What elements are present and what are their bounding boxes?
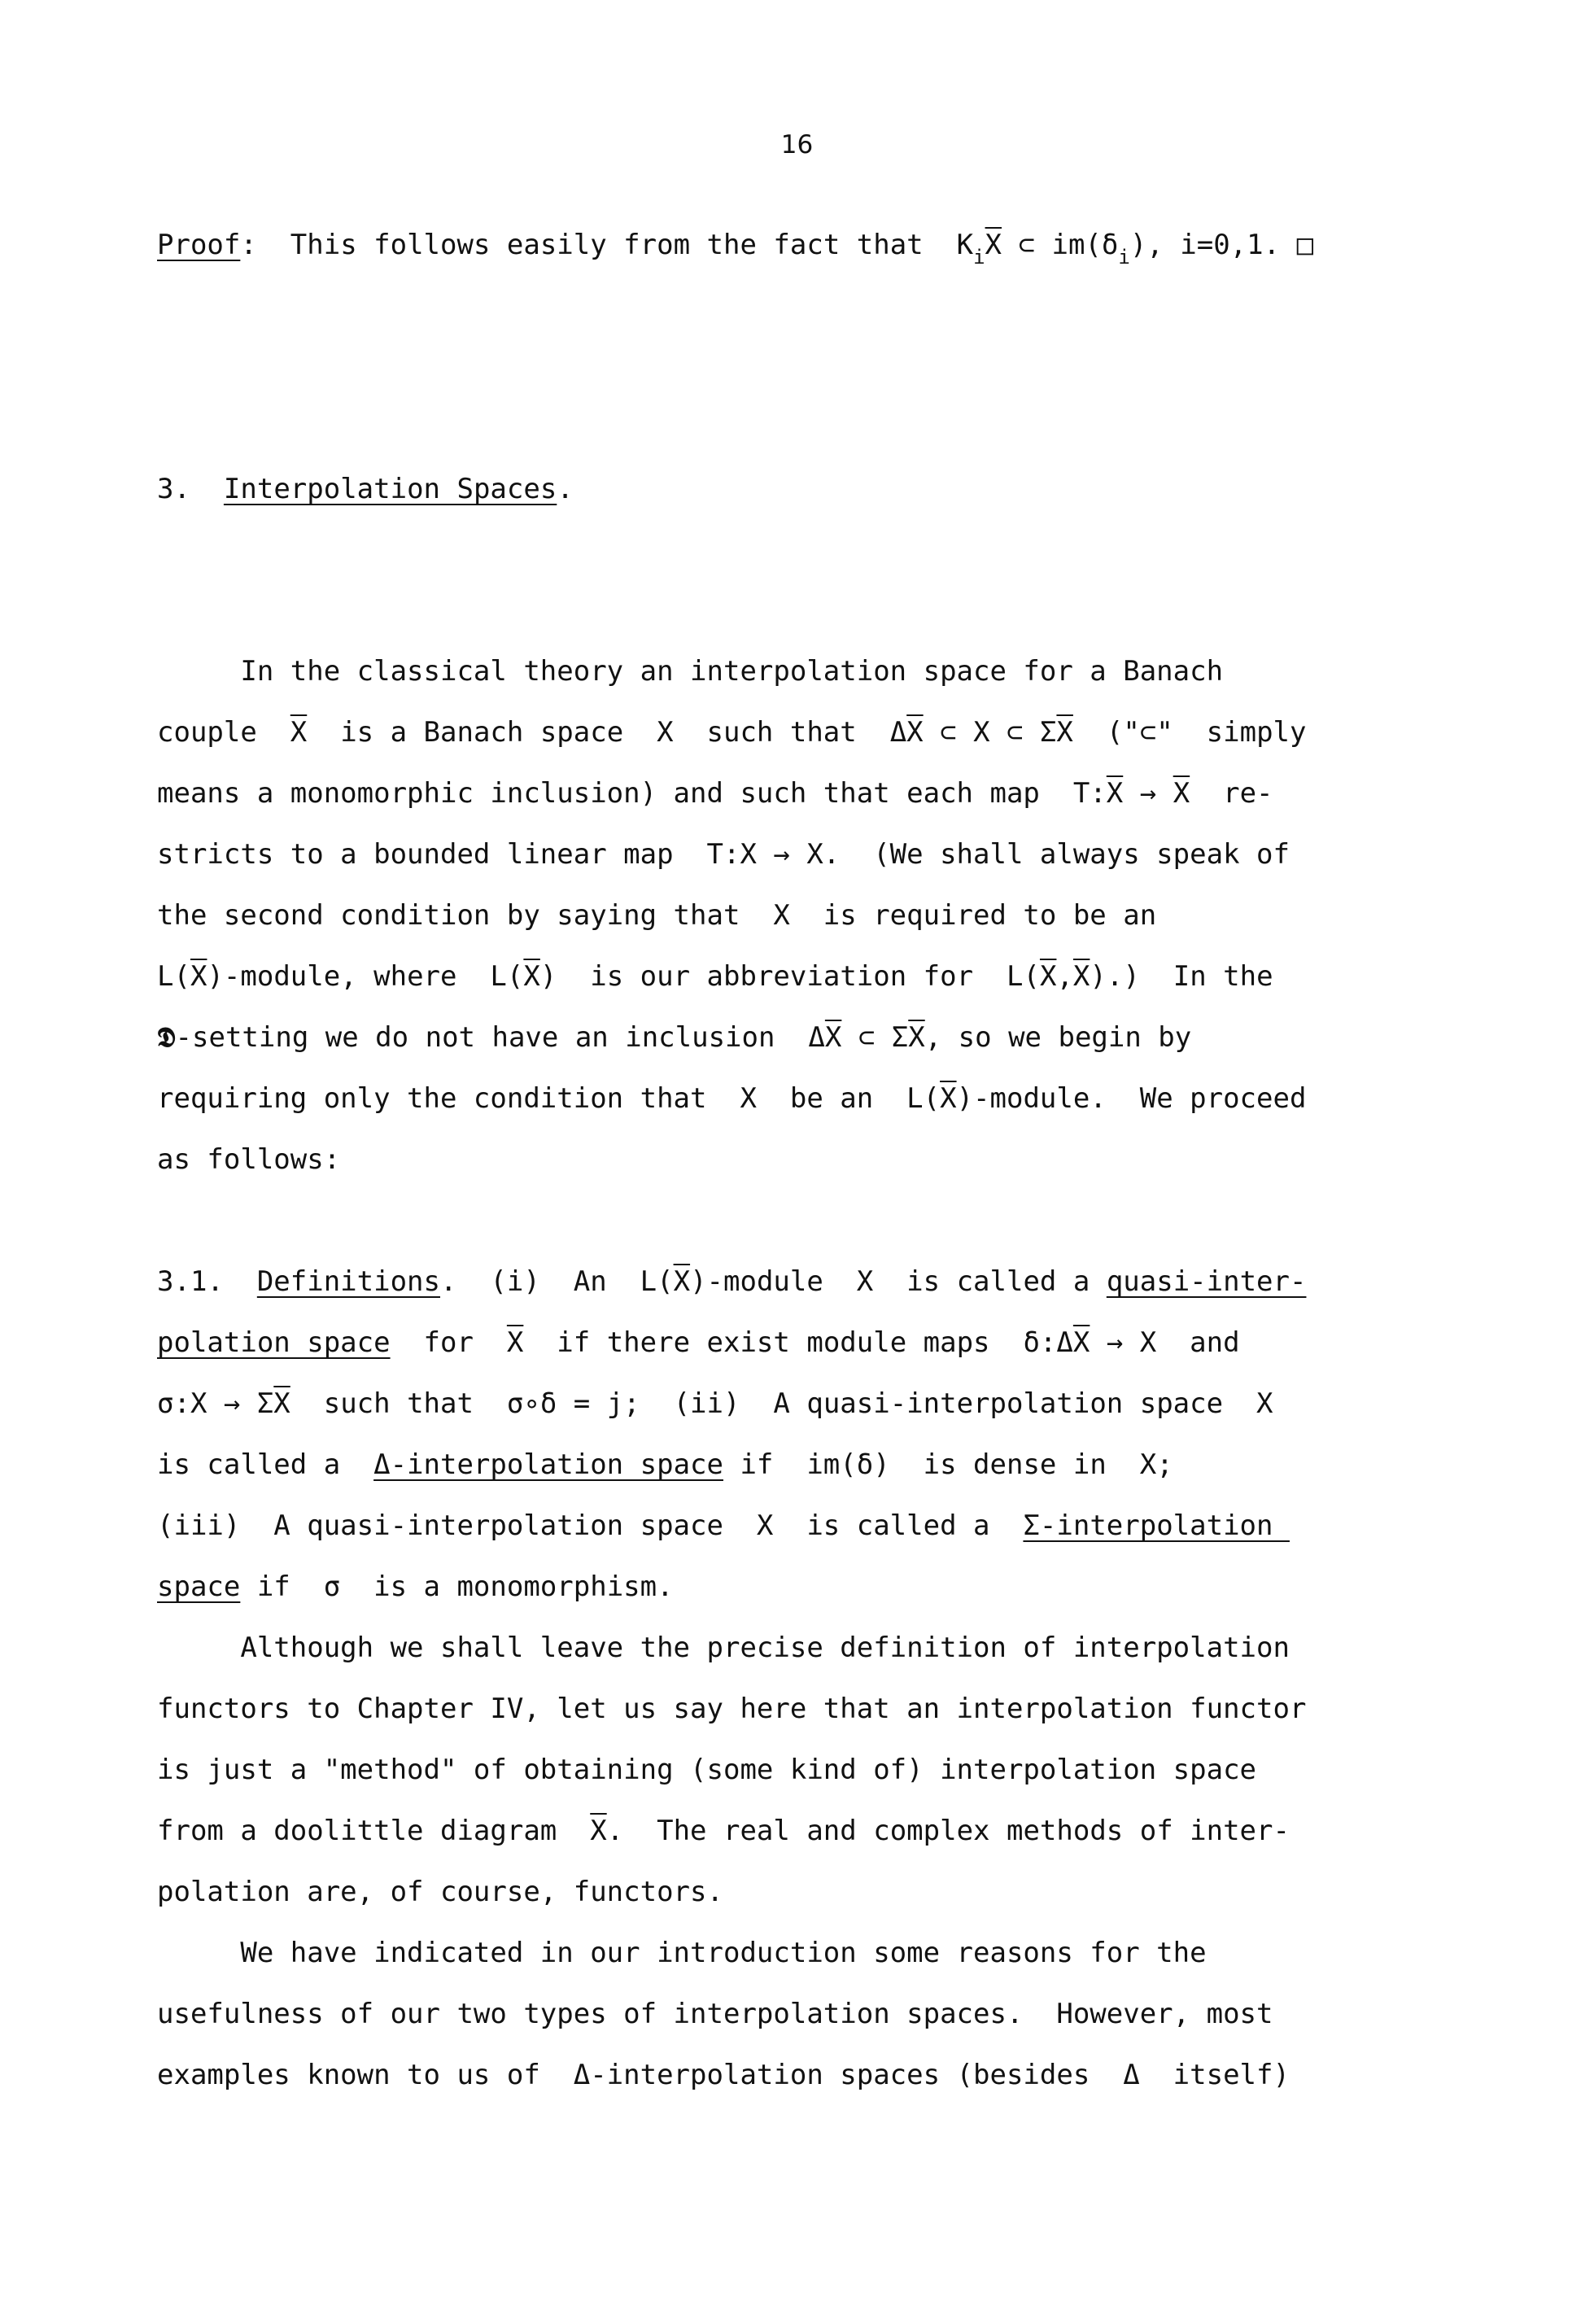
definitions-line-6: space if σ is a monomorphism. <box>157 1570 674 1603</box>
intro-line-5: the second condition by saying that X is required to be an <box>157 899 1157 932</box>
proof-text: This follows easily from the fact that <box>290 229 924 261</box>
intro-line-1: In the classical theory an interpolation space for a Banach <box>157 655 1224 688</box>
intro-line-3: means a monomorphic inclusion) and such that each map $T:\overline{X} \to \overline{X}$ re- <box>157 777 1273 810</box>
proof-label: Proof <box>157 229 241 261</box>
functor-line-5: polation are, of course, functors. <box>157 1876 723 1908</box>
functor-line-1: Although we shall leave the precise definition of interpolation <box>157 1632 1290 1664</box>
proof-formula <box>956 229 1314 269</box>
functor-line-2: functors to Chapter IV, let us say here that an interpolation functor <box>157 1693 1307 1725</box>
qed-icon: □ <box>1296 229 1314 261</box>
functor-line-3: is just a "method" of obtaining (some kind of) interpolation space <box>157 1754 1257 1786</box>
intro-line-9: as follows: <box>157 1143 341 1176</box>
formula-k: K <box>956 229 974 261</box>
intro-line-6: $L(\overline{X})$-module, where $L(\overline{X})$ is our abbreviation for $L(\overline{X},\overline{X})$.) In the <box>157 960 1273 993</box>
definitions-line-4: is called a Δ-interpolation space if im(δ) is dense in X; <box>157 1448 1173 1481</box>
section-heading <box>157 471 1443 507</box>
formula-k-sub: i <box>973 246 985 269</box>
usefulness-line-1: We have indicated in our introduction some reasons for the <box>157 1937 1207 1969</box>
formula-subset: ⊂ <box>1018 229 1035 261</box>
section-number: 3. <box>157 473 190 505</box>
usefulness-line-3: examples known to us of Δ-interpolation spaces (besides Δ itself) <box>157 2059 1290 2091</box>
term-quasi-interpolation: quasi-inter- <box>1106 1265 1307 1298</box>
formula-close: ), <box>1129 229 1164 261</box>
formula-im: im(δ <box>1051 229 1119 261</box>
formula-range: i=0,1. <box>1180 229 1281 261</box>
proof-line: Proof: This follows easily from the fact that $K_i\overline{X}$ ⊂ $im(\delta_i)$, i=0,1. □ <box>157 229 1314 269</box>
definitions-line-1: 3.1. Definitions. (i) An $L(\overline{X})$-module X is called a quasi-inter- <box>157 1265 1307 1298</box>
definitions-line-3: σ:X → $\Sigma\overline{X}$ such that σ∘δ = j; (ii) A quasi-interpolation space X <box>157 1387 1273 1420</box>
usefulness-line-2: usefulness of our two types of interpolation spaces. However, most <box>157 1998 1273 2030</box>
definitions-line-5: (iii) A quasi-interpolation space X is called a Σ-interpolation <box>157 1509 1290 1542</box>
definitions-line-2: polation space for $\overline{X}$ if there exist module maps $\delta:\Delta\overline{X} \to X$ and <box>157 1326 1240 1359</box>
fraktur-d-glyph: 𝕯 <box>157 1021 176 1054</box>
intro-line-4: stricts to a bounded linear map T:X → X. (We shall always speak of <box>157 838 1290 871</box>
intro-line-2: couple $\overline{X}$ is a Banach space X such that $\Delta\overline{X}$ ⊂ X ⊂ $\Sigma\overline{X}$ ("⊂" simply <box>157 716 1307 749</box>
formula-x-bar: $\overline{X}$ <box>985 229 1002 261</box>
definitions-title: Definitions <box>256 1265 440 1298</box>
functor-line-4: from a doolittle diagram $\overline{X}$. The real and complex methods of inter- <box>157 1815 1290 1847</box>
page-number: 16 <box>780 130 814 159</box>
intro-line-8: requiring only the condition that X be an $L(\overline{X})$-module. We proceed <box>157 1082 1307 1115</box>
term-sigma-interpolation: Σ-interpolation <box>1023 1509 1290 1542</box>
term-delta-interpolation: Δ-interpolation space <box>373 1448 723 1481</box>
section-period: . <box>557 473 574 505</box>
formula-im-sub: i <box>1118 246 1130 269</box>
section-title: Interpolation Spaces <box>223 473 557 505</box>
intro-line-7: 𝕯-setting we do not have an inclusion $\Delta\overline{X}$ ⊂ $\Sigma\overline{X}$, so we begin by <box>157 1021 1192 1054</box>
